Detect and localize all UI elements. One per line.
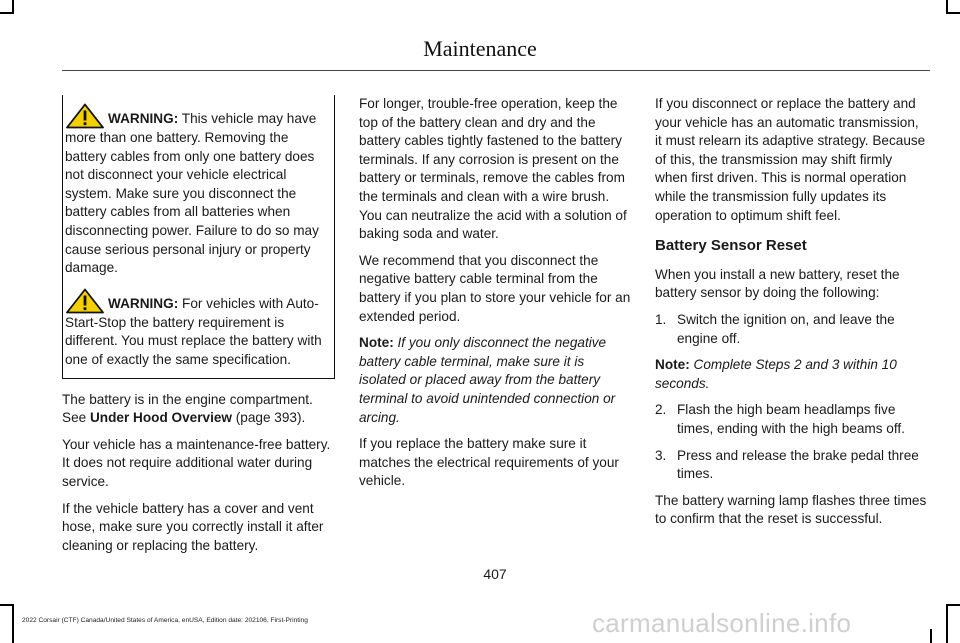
paragraph: Your vehicle has a maintenance-free battery. It does not require additional water during service. xyxy=(62,436,331,489)
note-text: Complete Steps 2 and 3 within 10 seconds. xyxy=(655,357,897,391)
warning-triangle-icon xyxy=(65,288,105,314)
paragraph: If you disconnect or replace the battery and your vehicle has an automatic transmission, it must relearn its adaptive strategy. Because of this, the transmission may shift firmly when first driven. This is normal operation while the transmission fully updates its operation to optimum shift feel. xyxy=(655,96,926,223)
crop-mark xyxy=(930,629,932,643)
note xyxy=(359,334,631,427)
paragraph: The battery warning lamp flashes three times to confirm that the reset is successful. xyxy=(655,492,927,527)
paragraph-text: The battery is in the engine compartment. See xyxy=(62,391,313,426)
footer-text: 2022 Corsair (CTF) Canada/United States of America, enUSA, Edition date: 202106, First-Printing xyxy=(22,617,308,624)
header-divider xyxy=(62,70,930,71)
cross-reference-link[interactable]: Under Hood Overview xyxy=(89,410,232,426)
paragraph: We recommend that you disconnect the negative battery cable terminal from the battery if you plan to store your vehicle for an extended period. xyxy=(359,252,631,324)
step-number: 3. xyxy=(655,447,667,463)
crop-mark xyxy=(946,12,960,14)
column-3 xyxy=(655,95,927,537)
paragraph: If the vehicle battery has a cover and vent hose, make sure you correctly install it after cleaning or replacing the battery. xyxy=(62,500,324,553)
crop-mark xyxy=(946,604,960,606)
note-label: Note: xyxy=(655,357,690,373)
list-item xyxy=(655,311,927,348)
note-label: Note: xyxy=(359,335,394,351)
crop-mark xyxy=(946,604,948,643)
step-list xyxy=(655,311,927,348)
step-text: Flash the high beam headlamps five times, ending with the high beams off. xyxy=(677,402,905,436)
note-text: If you only disconnect the negative battery cable terminal, make sure it is isolated or placed away from the battery terminal to avoid unintended connection or arcing. xyxy=(359,335,616,425)
warning-label: WARNING: xyxy=(108,295,179,311)
paragraph xyxy=(62,391,335,428)
warning-label: WARNING: xyxy=(108,111,179,126)
section-heading: Battery Sensor Reset xyxy=(655,237,807,255)
warning-1 xyxy=(65,103,332,278)
column-2 xyxy=(359,95,631,499)
watermark: carmanualsonline.info xyxy=(592,608,852,638)
step-number: 2. xyxy=(655,402,667,418)
warning-triangle-icon xyxy=(65,103,105,129)
list-item xyxy=(655,447,927,484)
step-number: 1. xyxy=(655,311,667,327)
paragraph: When you install a new battery, reset the battery sensor by doing the following: xyxy=(655,266,900,301)
warning-2 xyxy=(65,288,332,370)
paragraph: For longer, trouble-free operation, keep the top of the battery clean and dry and the battery cables tightly fastened to the battery terminals. If any corrosion is present on the battery or terminals, remove the cables from the terminals and clean with a wire brush. You can neutralize the acid with a solution of baking soda and water. xyxy=(359,96,627,242)
crop-mark xyxy=(12,604,14,643)
column-1 xyxy=(62,95,335,563)
step-list xyxy=(655,401,927,483)
paragraph-text: (page 393). xyxy=(231,410,306,426)
warning-box xyxy=(62,95,335,379)
note xyxy=(655,356,927,393)
paragraph: If you replace the battery make sure it matches the electrical requirements of your vehicle. xyxy=(359,436,619,489)
page-number: 407 xyxy=(483,566,507,582)
list-item xyxy=(655,401,927,438)
crop-mark xyxy=(0,12,14,14)
crop-mark xyxy=(0,604,14,606)
warning-text: For vehicles with Auto-Start-Stop the battery requirement is different. You must replace the battery with one of exactly the same specification. xyxy=(65,295,322,367)
step-text: Switch the ignition on, and leave the engine off. xyxy=(677,311,895,346)
page-title: Maintenance xyxy=(423,36,537,61)
warning-text: This vehicle may have more than one battery. Removing the battery cables from only one battery does not disconnect your vehicle electrical system. Make sure you disconnect the battery cables from all batteries when disconnecting power. Failure to do so may cause serious personal injury or property damage. xyxy=(65,111,319,276)
step-text: Press and release the brake pedal three times. xyxy=(677,447,919,482)
